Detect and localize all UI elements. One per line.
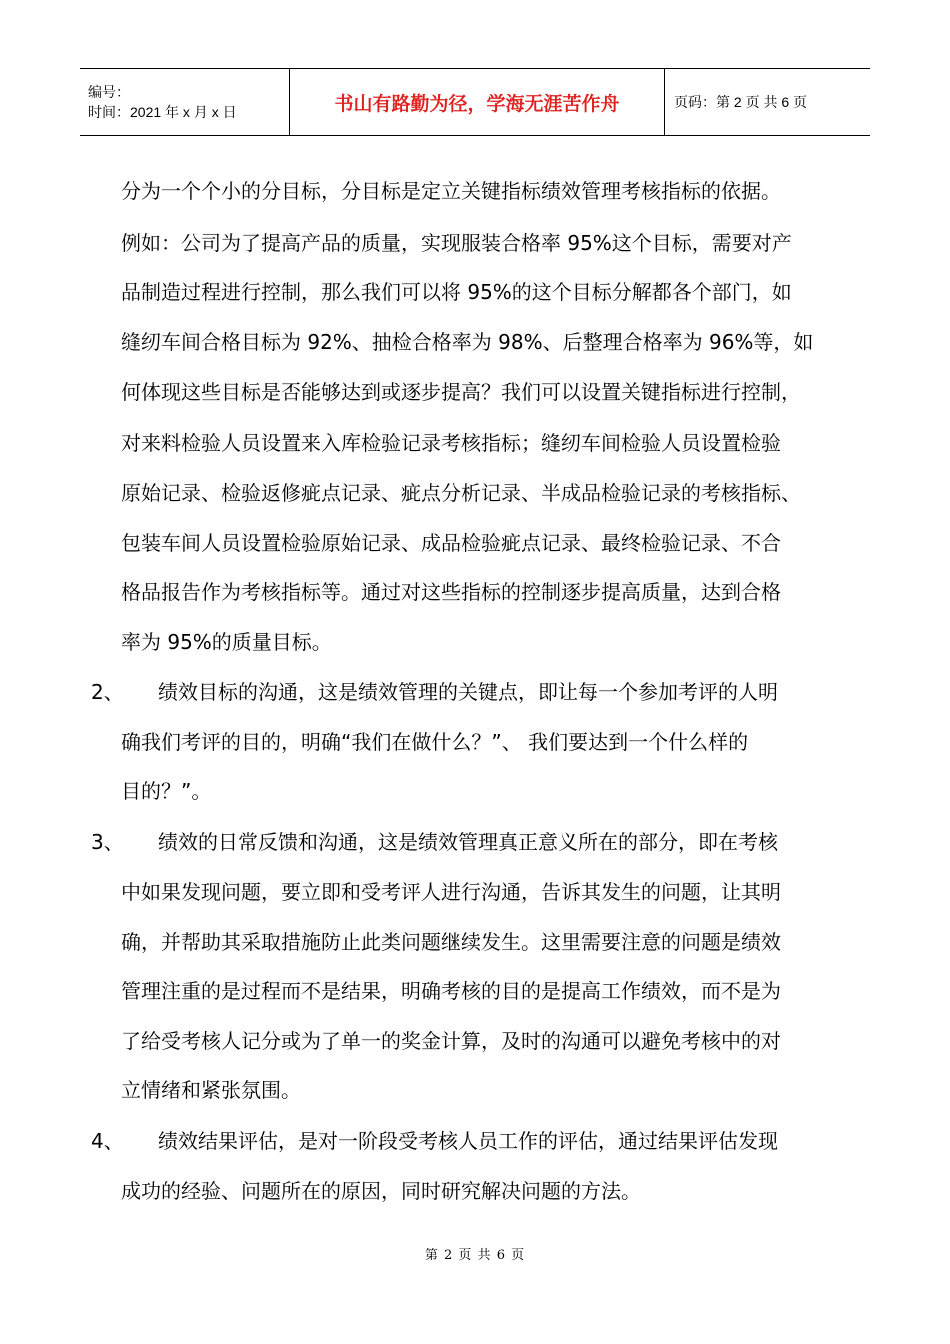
list-item-line: 了给受考核人记分或为了单一的奖金计算，及时的沟通可以避免考核中的对	[121, 1029, 781, 1053]
list-item-number: 4、	[91, 1129, 124, 1153]
list-item-line: 管理注重的是过程而不是结果，明确考核的目的是提高工作绩效，而不是为	[121, 979, 781, 1003]
list-item-line: 确我们考评的目的，明确“我们在做什么？”、 我们要达到一个什么样的	[121, 730, 749, 754]
list-item-line: 绩效的日常反馈和沟通，这是绩效管理真正意义所在的部分，即在考核	[158, 830, 778, 854]
paragraph-line: 例如：公司为了提高产品的质量，实现服装合格率 95%这个目标，需要对产	[121, 231, 792, 255]
paragraph-line: 包装车间人员设置检验原始记录、成品检验疵点记录、最终检验记录、不合	[121, 531, 781, 555]
list-item-line: 绩效结果评估，是对一阶段受考核人员工作的评估，通过结果评估发现	[158, 1129, 778, 1153]
header-page-label: 页码：第 2 页 共 6 页	[665, 69, 871, 136]
list-item-line: 中如果发现问题，要立即和受考评人进行沟通，告诉其发生的问题，让其明	[121, 880, 781, 904]
paragraph-line: 品制造过程进行控制，那么我们可以将 95%的这个目标分解都各个部门，如	[121, 280, 792, 304]
document-date-label: 时间：2021 年 x 月 x 日	[88, 104, 237, 120]
paragraph-line: 率为 95%的质量目标。	[121, 630, 332, 654]
document-number-label: 编号：	[88, 84, 130, 100]
list-item-line: 成功的经验、问题所在的原因，同时研究解决问题的方法。	[121, 1179, 641, 1203]
paragraph-line: 对来料检验人员设置来入库检验记录考核指标；缝纫车间检验人员设置检验	[121, 431, 781, 455]
header-motto: 书山有路勤为径，学海无涯苦作舟	[290, 69, 665, 136]
list-item-line: 立情绪和紧张氛围。	[121, 1078, 301, 1102]
paragraph-line: 分为一个个小的分目标，分目标是定立关键指标绩效管理考核指标的依据。	[121, 179, 781, 203]
page-footer: 第 2 页 共 6 页	[424, 1248, 526, 1263]
list-item-line: 确，并帮助其采取措施防止此类问题继续发生。这里需要注意的问题是绩效	[121, 930, 781, 954]
list-item-number: 2、	[91, 680, 124, 704]
paragraph-line: 何体现这些目标是否能够达到或逐步提高？我们可以设置关键指标进行控制，	[121, 380, 801, 404]
list-item-number: 3、	[91, 830, 124, 854]
list-item-line: 绩效目标的沟通，这是绩效管理的关键点，即让每一个参加考评的人明	[158, 680, 778, 704]
header-meta-cell	[80, 69, 290, 136]
list-item-line: 目的？”。	[121, 779, 212, 803]
paragraph-line: 缝纫车间合格目标为 92%、抽检合格率为 98%、后整理合格率为 96%等，如	[121, 330, 814, 354]
paragraph-line: 格品报告作为考核指标等。通过对这些指标的控制逐步提高质量，达到合格	[121, 580, 781, 604]
paragraph-line: 原始记录、检验返修疵点记录、疵点分析记录、半成品检验记录的考核指标、	[121, 481, 801, 505]
document-header	[80, 68, 870, 136]
